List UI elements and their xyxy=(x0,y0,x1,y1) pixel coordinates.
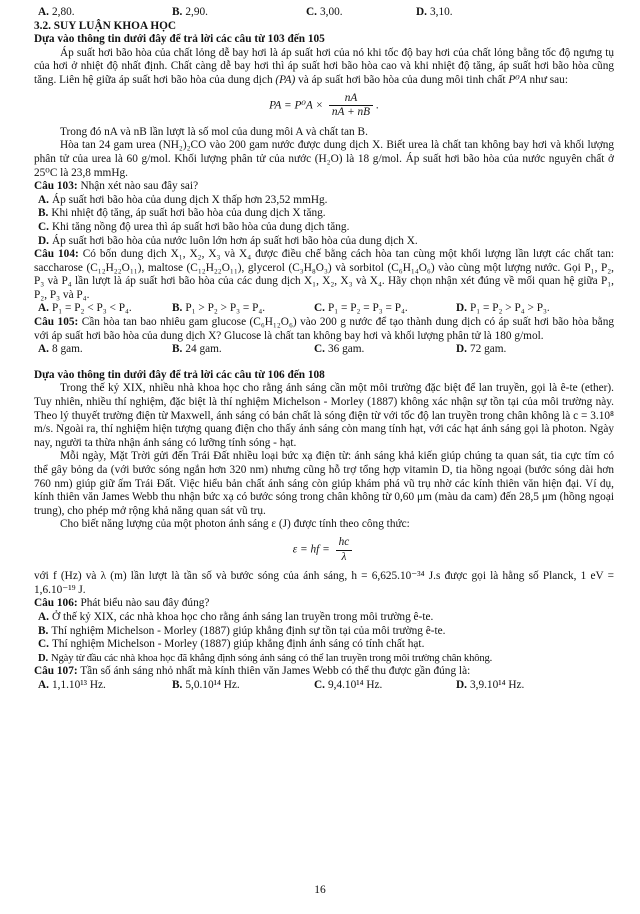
q103-option-a: A. Áp suất hơi bão hòa của dung dịch X thấp hơn 23,52 mmHg. xyxy=(38,193,328,206)
q103-option-c: C. Khi tăng nồng độ urea thì áp suất hơi bão hòa của dung dịch tăng. xyxy=(38,220,350,233)
document-page xyxy=(34,6,614,693)
q104-option-b: B. P₁ > P₂ > P₃ = P₄. xyxy=(172,302,266,315)
q107-option-c: C. 9,4.10¹⁴ Hz. xyxy=(314,678,383,691)
q103-option-d: D. Áp suất hơi bão hòa của nước luôn lớn hơn áp suất hơi bão hòa của dung dịch X. xyxy=(38,234,418,247)
question-105: Câu 105: Cần hòa tan bao nhiêu gam glucose (C₆H₁₂O₆) vào 200 g nước để tạo thành dung dịch có áp suất hơi bão hòa bằng với áp suất hơi bão hòa của dung dịch X? Glucose là chất tan không bay hơi và khối lượng phân tử là 180 g/mol. xyxy=(34,316,614,342)
q105-option-b: B. 24 gam. xyxy=(172,343,222,356)
question-104: Câu 104: Có bốn dung dịch X₁, X₂, X₃ và X₄ được điều chế bằng cách hòa tan cùng một khối lượng lần lượt các chất tan: saccharose (C₁₂H₂₂O₁₁), maltose (C₁₂H₂₂O₁₁), glycerol (C₃H₈O₃) và sorbitol (C₆H₁₄O₆) vào cùng một lượng nước. Gọi P₁, P₂, P₃ và P₄ lần lượt là áp suất hơi bão hòa của các dung dịch X₁, X₂, X₃ và X₄. Hãy chọn nhận xét đúng về mối quan hệ giữa P₁, P₂, P₃ và P₄. xyxy=(34,248,615,301)
q104-option-c: C. P₁ = P₂ = P₃ = P₄. xyxy=(314,302,408,315)
group2-paragraph-1: Trong thế kỷ XIX, nhiều nhà khoa học cho rằng ánh sáng cần một môi trường đặc biệt để lan truyền, gọi là ê-te (ether). Tuy nhiên, nhiều thí nghiệm, đặc biệt là thí nghiệm Michelson - Morley (1887) không xác nhận sự tồn tại của môi trường này. Theo lý thuyết trường điện từ Maxwell, ánh sáng có bản chất là sóng điện từ với tốc độ lan truyền trong chân không là c = 3.10⁸ m/s. Ngoài ra, thí nghiệm hiện tượng quang điện cho thấy ánh sáng còn mang tính hạt, với các hạt ánh sáng gọi là photon. Ngày nay, người ta thừa nhận ánh sáng có lưỡng tính sóng - hạt. xyxy=(34,382,614,449)
q105-option-c: C. 36 gam. xyxy=(314,343,365,356)
group2-paragraph-4: với f (Hz) và λ (m) lần lượt là tần số và bước sóng của ánh sáng, h = 6,625.10⁻³⁴ J.s được gọi là hằng số Planck, 1 eV = 1,6.10⁻¹⁹ J. xyxy=(34,570,614,596)
q104-option-d: D. P₁ = P₂ > P₄ > P₃. xyxy=(456,302,550,315)
q105-options xyxy=(34,343,614,357)
section-title: 3.2. SUY LUẬN KHOA HỌC xyxy=(34,19,177,32)
q106-option-b: B. Thí nghiệm Michelson - Morley (1887) giúp khẳng định sự tồn tại của môi trường ê-te. xyxy=(38,624,446,637)
answer-row-prev xyxy=(34,6,614,20)
photon-energy-formula: ε = hf = $\frac{hc}{\lambda}$ xyxy=(34,536,614,564)
group1-paragraph-2: Trong đó nA và nB lần lượt là số mol của dung môi A và chất tan B. xyxy=(60,125,368,138)
q107-options xyxy=(34,679,614,693)
q106-option-c: C. Thí nghiệm Michelson - Morley (1887) giúp khẳng định ánh sáng có tính chất hạt. xyxy=(38,638,425,651)
group2-paragraph-3: Cho biết năng lượng của một photon ánh sáng ε (J) được tính theo công thức: xyxy=(60,518,410,531)
option-a: A. 2,80. xyxy=(38,6,75,18)
q103-option-b: B. Khi nhiệt độ tăng, áp suất hơi bão hòa của dung dịch X tăng. xyxy=(38,207,326,220)
question-103: Câu 103: Nhận xét nào sau đây sai? xyxy=(34,180,199,193)
question-106: Câu 106: Phát biểu nào sau đây đúng? xyxy=(34,597,210,610)
group2-paragraph-2: Mỗi ngày, Mặt Trời gửi đến Trái Đất nhiều loại bức xạ điện từ: ánh sáng khả kiến giúp chúng ta quan sát, tia cực tím có thể gây bỏng da (với bước sóng ngắn hơn 320 nm) nhưng cũng hỗ trợ tổng hợp vitamin D, tia hồng ngoại (bước sóng dài hơn 760 nm) giúp giữ ấm Trái Đất. Việc hiểu bản chất ánh sáng còn giúp khám phá vũ trụ nhờ các kính thiên văn hiện đại. Ví dụ, kính thiên văn James Webb thu nhận bức xạ có bước sóng trong chân không từ 0,60 μm (màu da cam) đến 28,5 μm (hồng ngoại trung), cho phép mở rộng khả năng quan sát vũ trụ. xyxy=(34,450,614,517)
page-number: 16 xyxy=(314,884,326,896)
group1-paragraph-3: Hòa tan 24 gam urea (NH₂)₂CO vào 200 gam nước được dung dịch X. Biết urea là chất tan không bay hơi và khối lượng phân tử của urea là 60 g/mol. Khối lượng phân tử của nước (H₂O) là 18 g/mol. Áp suất hơi bão hòa của nước nguyên chất ở 25⁰C là 23,8 mmHg. xyxy=(34,139,614,179)
option-d: D. 3,10. xyxy=(416,6,453,18)
q104-options xyxy=(34,302,614,316)
q104-option-a: A. P₁ = P₂ < P₃ < P₄. xyxy=(38,302,132,315)
group1-heading: Dựa vào thông tin dưới đây để trả lời các câu từ 103 đến 105 xyxy=(34,33,325,46)
option-c: C. 3,00. xyxy=(306,6,343,18)
q106-option-a: A. Ở thế kỷ XIX, các nhà khoa học cho rằng ánh sáng lan truyền trong môi trường ê-te. xyxy=(38,610,434,623)
group2-heading: Dựa vào thông tin dưới đây để trả lời các câu từ 106 đến 108 xyxy=(34,368,325,381)
q106-option-d: D. Ngày từ đầu các nhà khoa học đã khẳng định sóng ánh sáng có thể lan truyền trong môi trường chân không. xyxy=(38,652,493,664)
q107-option-b: B. 5,0.10¹⁴ Hz. xyxy=(172,678,240,691)
raoult-formula: PA = P⁰A × $\frac{nA}{nA + nB}$ . xyxy=(269,91,379,119)
question-107: Câu 107: Tần số ánh sáng nhỏ nhất mà kính thiên văn James Webb có thể thu được gần đúng là: xyxy=(34,665,471,678)
q107-option-a: A. 1,1.10¹³ Hz. xyxy=(38,678,106,691)
q105-option-a: A. 8 gam. xyxy=(38,343,83,356)
q107-option-d: D. 3,9.10¹⁴ Hz. xyxy=(456,678,525,691)
group1-paragraph-1: Áp suất hơi bão hòa của chất lỏng dễ bay hơi là áp suất hơi của nó khi tốc độ bay hơi của chất lỏng bằng tốc độ ngưng tụ của hơi ở nhiệt độ nhất định. Chất càng dễ bay hơi thì áp suất hơi bão hòa cao và khi nhiệt độ tăng, áp suất hơi bão hòa cũng tăng. Liên hệ giữa áp suất hơi bão hòa của dung dịch (PA) và áp suất hơi bão hòa của dung môi tinh chất P⁰A như sau: xyxy=(34,46,614,86)
option-b: B. 2,90. xyxy=(172,6,208,18)
q105-option-d: D. 72 gam. xyxy=(456,343,507,356)
